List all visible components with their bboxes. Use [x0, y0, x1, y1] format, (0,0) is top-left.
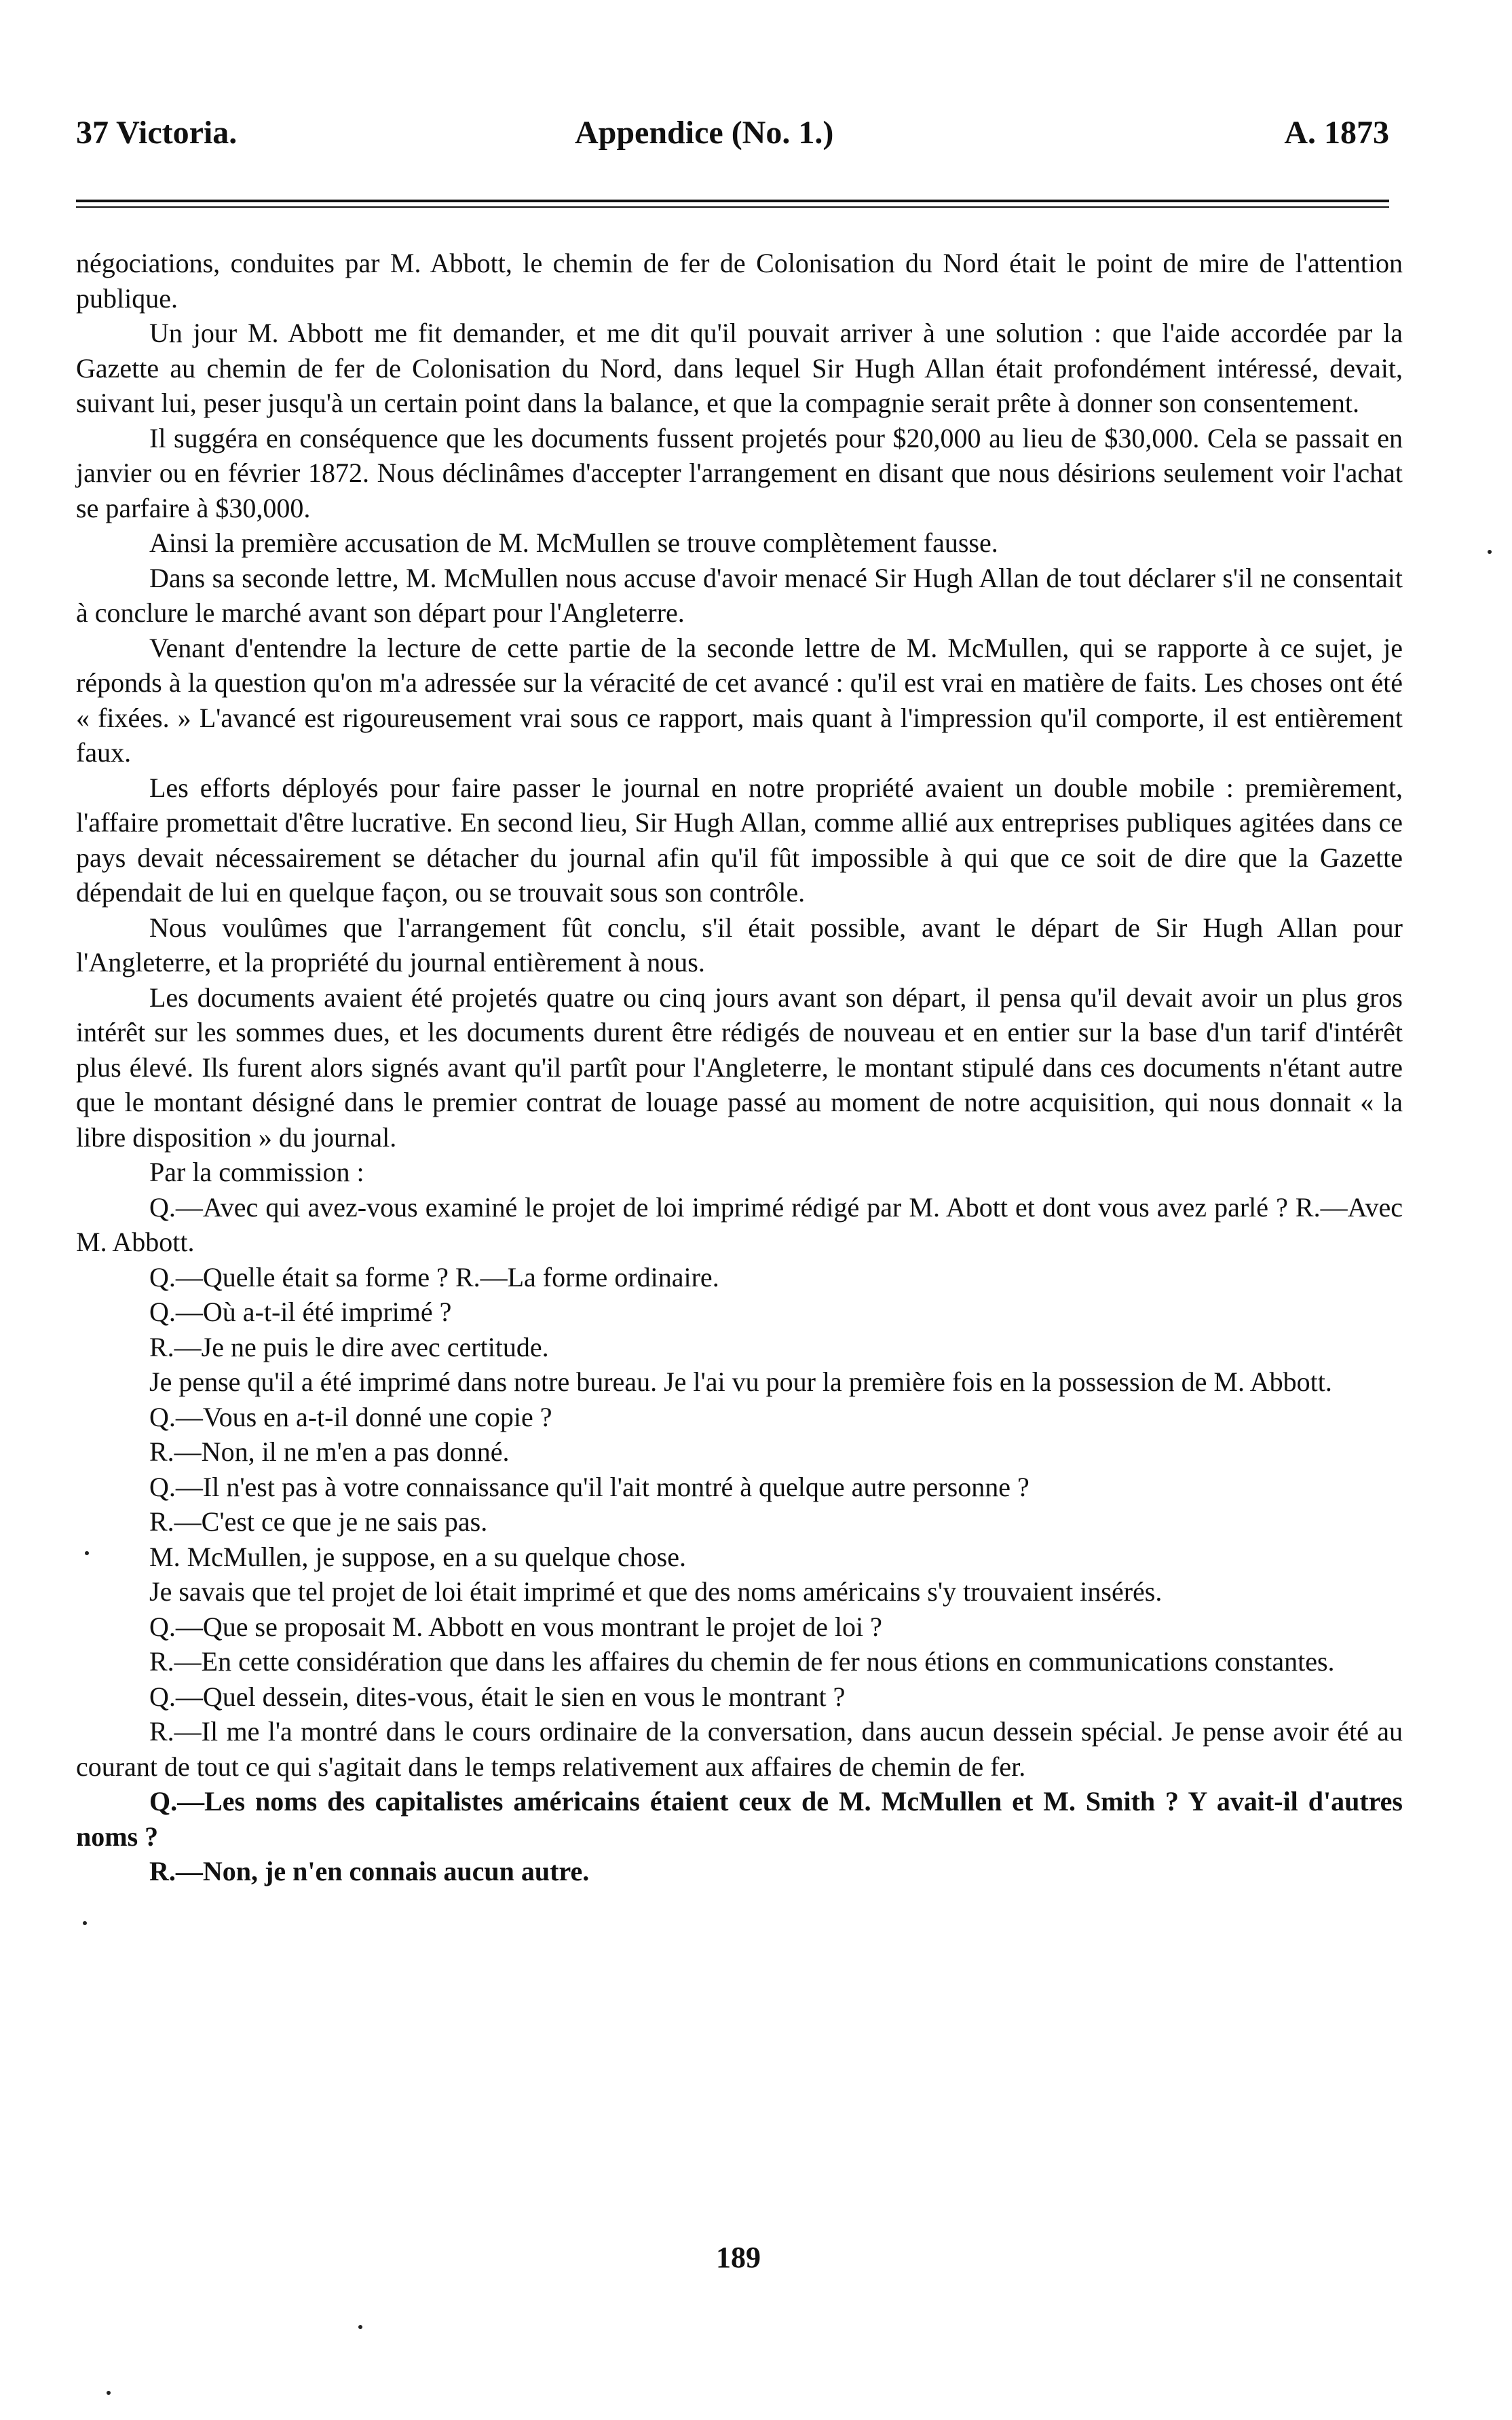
question-paragraph: Q.—Vous en a-t-il donné une copie ? — [149, 1401, 552, 1432]
paragraph: Il suggéra en conséquence que les documents fussent projetés pour $20,000 au lieu de $30,000. Cela se passait en janvier ou en février 1872. Nous déclinâmes d'accepter l'arrangement en disant que nous désirions seulement voir l'achat se parfaire à $30,000. — [76, 422, 1403, 523]
paragraph: Venant d'entendre la lecture de cette partie de la seconde lettre de M. McMullen, qui se rapporte à ce sujet, je réponds à la question qu'on m'a adressée sur la véracité de cet avancé : qu'il est vrai en matière de faits. Les choses ont été « fixées. » L'avancé est rigoureusement vrai sous ce rapport, mais quant à l'impression qu'il comporte, il est entièrement faux. — [76, 632, 1403, 768]
header-rule-thick — [76, 200, 1389, 202]
question-paragraph: Q.—Que se proposait M. Abbott en vous montrant le projet de loi ? — [149, 1611, 882, 1642]
paragraph: Dans sa seconde lettre, M. McMullen nous accuse d'avoir menacé Sir Hugh Allan de tout déclarer s'il ne consentait à conclure le marché avant son départ pour l'Angleterre. — [76, 562, 1403, 628]
question-paragraph: Q.—Quelle était sa forme ? R.—La forme ordinaire. — [149, 1261, 719, 1292]
answer-paragraph: R.—Je ne puis le dire avec certitude. — [149, 1331, 549, 1362]
page-number: 189 — [716, 2241, 761, 2274]
paragraph: Nous voulûmes que l'arrangement fût conclu, s'il était possible, avant le départ de Sir Hugh Allan pour l'Angleterre, et la propriété du journal entièrement à nous. — [76, 912, 1403, 978]
question-paragraph: Q.—Les noms des capitalistes américains étaient ceux de M. McMullen et M. Smith ? Y avait-il d'autres noms ? — [76, 1786, 1403, 1852]
answer-paragraph: R.—Non, je n'en connais aucun autre. — [149, 1856, 590, 1886]
paragraph: Je savais que tel projet de loi était imprimé et que des noms américains s'y trouvaient insérés. — [149, 1576, 1163, 1607]
header-appendix-title: Appendice (No. 1.) — [575, 115, 834, 151]
question-paragraph: Q.—Où a-t-il été imprimé ? — [149, 1297, 452, 1327]
paragraph: Les documents avaient été projetés quatre ou cinq jours avant son départ, il pensa qu'il devait avoir un plus gros intérêt sur les sommes dues, et les documents durent être rédigés de nouveau et en entier sur la base d'un tarif d'intérêt plus élevé. Ils furent alors signés avant qu'il partît pour l'Angleterre, le montant stipulé dans ces documents n'étant autre que le montant désigné dans le premier contrat de louage passé au moment de notre acquisition, qui nous donnait « la libre disposition » du journal. — [76, 982, 1403, 1153]
paragraph: Je pense qu'il a été imprimé dans notre bureau. Je l'ai vu pour la première fois en la possession de M. Abbott. — [149, 1366, 1332, 1397]
question-paragraph: Q.—Il n'est pas à votre connaissance qu'il l'ait montré à quelque autre personne ? — [149, 1471, 1029, 1502]
running-header — [76, 114, 1389, 155]
answer-paragraph: R.—C'est ce que je ne sais pas. — [149, 1506, 488, 1537]
question-paragraph: Q.—Avec qui avez-vous examiné le projet de loi imprimé rédigé par M. Abott et dont vous avez parlé ? R.—Avec M. Abbott. — [76, 1191, 1403, 1257]
paragraph: Un jour M. Abbott me fit demander, et me dit qu'il pouvait arriver à une solution : que l'aide accordée par la Gazette au chemin de fer de Colonisation du Nord, dans lequel Sir Hugh Allan était profondément intéressé, devait, suivant lui, peser jusqu'à un certain point dans la balance, et que la compagnie serait prête à donner son consentement. — [76, 318, 1403, 418]
paragraph: M. McMullen, je suppose, en a su quelque chose. — [149, 1541, 686, 1572]
paragraph: Par la commission : — [149, 1157, 364, 1187]
answer-paragraph: R.—En cette considération que dans les affaires du chemin de fer nous étions en communications constantes. — [149, 1646, 1335, 1677]
answer-paragraph: R.—Il me l'a montré dans le cours ordinaire de la conversation, dans aucun dessein spécial. Je pense avoir été au courant de tout ce qui s'agitait dans le temps relativement aux affaires de chemin de fer. — [76, 1716, 1403, 1782]
header-rule-thin — [76, 206, 1389, 208]
print-speck — [83, 1921, 87, 1925]
print-speck — [85, 1551, 89, 1555]
answer-paragraph: R.—Non, il ne m'en a pas donné. — [149, 1436, 510, 1467]
print-speck — [358, 2325, 362, 2329]
print-speck — [107, 2391, 111, 2395]
print-speck — [1488, 550, 1492, 554]
header-volume: 37 Victoria. — [76, 115, 238, 151]
paragraph: Ainsi la première accusation de M. McMullen se trouve complètement fausse. — [149, 527, 998, 558]
paragraph: négociations, conduites par M. Abbott, le chemin de fer de Colonisation du Nord était le point de mire de l'attention publique. — [76, 248, 1403, 314]
header-year: A. 1873 — [1284, 115, 1389, 151]
body-text — [76, 246, 1403, 1889]
paragraph: Les efforts déployés pour faire passer le journal en notre propriété avaient un double mobile : premièrement, l'affaire promettait d'être lucrative. En second lieu, Sir Hugh Allan, comme allié aux entreprises publiques agitées dans ce pays devait nécessairement se détacher du journal afin qu'il fût impossible à qui que ce soit de dire que la Gazette dépendait de lui en quelque façon, ou se trouvait sous son contrôle. — [76, 772, 1403, 908]
question-paragraph: Q.—Quel dessein, dites-vous, était le sien en vous le montrant ? — [149, 1681, 846, 1712]
